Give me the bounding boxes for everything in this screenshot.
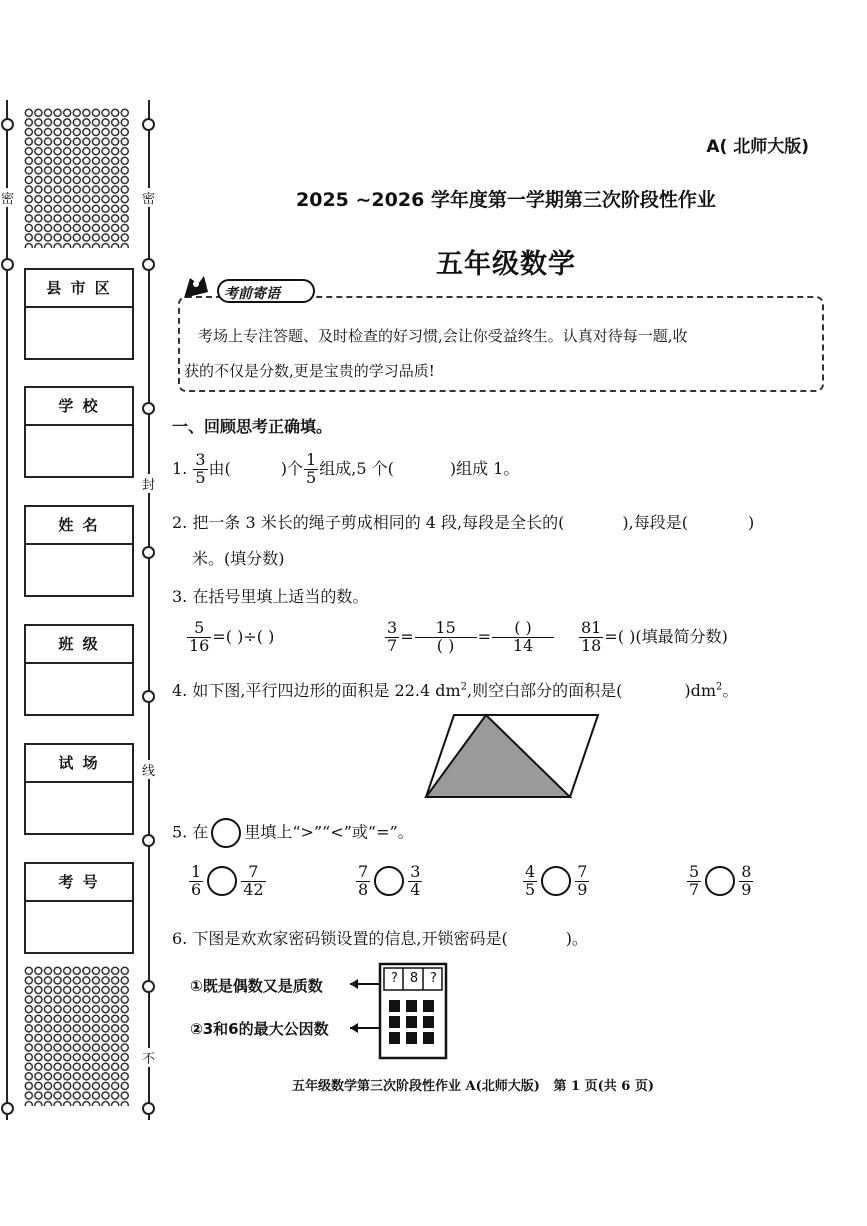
question-3a: $\frac{5}{16}$ =( )÷( ) (189, 618, 275, 655)
subject-title: 五年级数学 (436, 249, 576, 280)
ring-icon (142, 1102, 155, 1115)
seal-mark: 线 (142, 760, 155, 779)
question-3c: $\frac{81}{18}$ =( )(填最简分数) (581, 618, 728, 655)
answer-circle[interactable] (374, 866, 404, 896)
answer-blank[interactable]: =( )(填最简分数) (604, 626, 728, 646)
motto-line-2: 获的不仅是分数,更是宝贵的学习品质! (184, 362, 435, 380)
page-footer: 五年级数学第三次阶段性作业 A(北师大版) 第 1 页(共 6 页) (292, 1079, 654, 1094)
question-2: 2. 把一条 3 米长的绳子剪成相同的 4 段,每段是全长的( ),每段是( ) (172, 513, 755, 532)
dot-pattern (24, 108, 130, 248)
lock-digit: ? (391, 971, 398, 986)
binding-line (148, 100, 150, 1120)
motto-line-1: 考场上专注答题、及时检查的好习惯,会让你受益终生。认真对待每一题,收 (198, 327, 688, 345)
fraction: $\frac{3}{5}$ (195, 450, 206, 487)
parallelogram-figure (424, 713, 600, 799)
seal-mark: 封 (142, 474, 155, 493)
exam-number-field[interactable]: 考 号 (24, 862, 134, 954)
fraction: $\frac{1}{5}$ (306, 450, 317, 487)
room-field[interactable]: 试 场 (24, 743, 134, 835)
ring-icon (1, 1102, 14, 1115)
question-1: 1. $\frac{3}{5}$ 由( )个 $\frac{1}{5}$ 组成,5 个( )组成 1。 (172, 450, 520, 487)
motto-label: 考前寄语 (224, 286, 280, 302)
ring-icon (1, 118, 14, 131)
edition-label: A( 北师大版) (706, 137, 809, 157)
dot-pattern (24, 966, 130, 1106)
ring-icon (142, 118, 155, 131)
question-5: 5. 在 里填上“>”“<”或“=”。 (172, 818, 414, 848)
hint-2: ②3和6的最大公因数 (190, 1020, 329, 1038)
outer-edge-line (6, 100, 8, 1120)
ring-icon (142, 834, 155, 847)
answer-blank[interactable]: ( ) (436, 635, 455, 655)
answer-circle[interactable] (705, 866, 735, 896)
county-field[interactable]: 县 市 区 (24, 268, 134, 360)
section-heading: 一、回顾思考正确填。 (172, 417, 333, 436)
seal-mark: 密 (142, 188, 155, 207)
exam-title: 2025 ~2026 学年度第一学期第三次阶段性作业 (296, 189, 716, 211)
school-field[interactable]: 学 校 (24, 386, 134, 478)
class-field[interactable]: 班 级 (24, 624, 134, 716)
question-4: 4. 如下图,平行四边形的面积是 22.4 $dm^2$,则空白部分的面积是( )$dm^2$。 (172, 681, 739, 700)
ring-icon (142, 980, 155, 993)
ring-icon (142, 258, 155, 271)
answer-circle[interactable] (207, 866, 237, 896)
question-3b: $\frac{3}{7}$ = $\frac{15}{( )}$ = $\frac{( )}{14}$ (384, 620, 555, 655)
compare-pair: $\frac{5}{7}$ $\frac{8}{9}$ (689, 862, 752, 899)
name-field[interactable]: 姓 名 (24, 505, 134, 597)
question-2-line-2: 米。(填分数) (192, 549, 285, 568)
compare-pair: $\frac{7}{8}$ $\frac{3}{4}$ (358, 862, 421, 899)
ring-icon (1, 258, 14, 271)
hint-1: ①既是偶数又是质数 (190, 977, 323, 995)
compare-pair: $\frac{4}{5}$ $\frac{7}{9}$ (525, 862, 588, 899)
ring-icon (142, 546, 155, 559)
answer-circle[interactable] (541, 866, 571, 896)
lock-digit: ? (430, 971, 437, 986)
lock-digit: 8 (409, 971, 419, 986)
answer-blank[interactable]: ( ) (492, 620, 554, 638)
compare-pair: $\frac{1}{6}$ $\frac{7}{42}$ (191, 862, 264, 899)
question-3: 3. 在括号里填上适当的数。 (172, 587, 369, 606)
blank-circle (211, 818, 241, 848)
ring-icon (142, 402, 155, 415)
seal-mark: 密 (1, 188, 14, 207)
answer-blank[interactable]: =( )÷( ) (212, 626, 275, 646)
ring-icon (142, 690, 155, 703)
question-6: 6. 下图是欢欢家密码锁设置的信息,开锁密码是( )。 (172, 929, 588, 948)
seal-mark: 不 (142, 1048, 155, 1067)
